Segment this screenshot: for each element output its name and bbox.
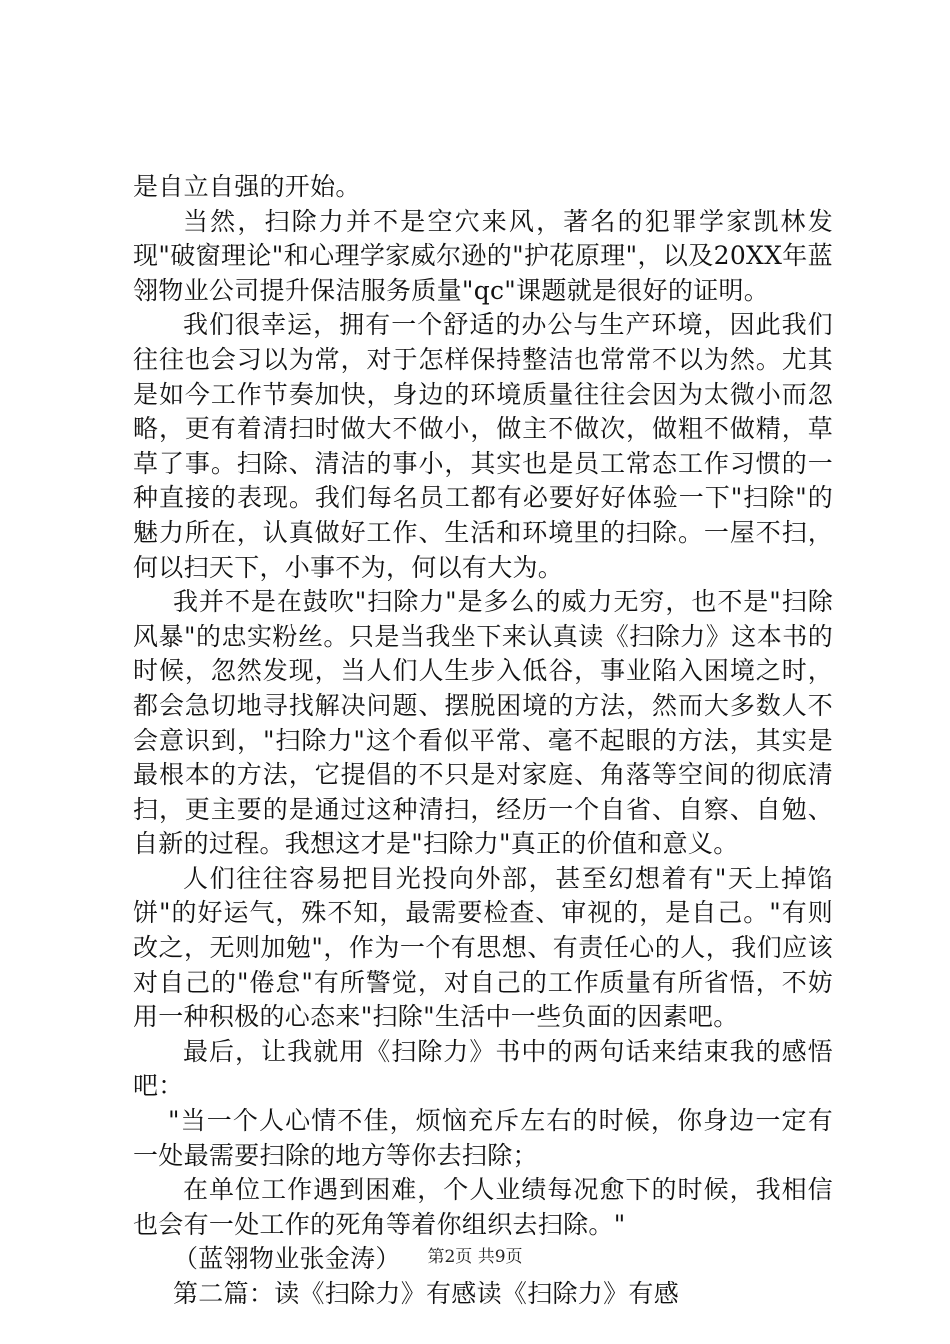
section-heading-part-two: 第二篇：读《扫除力》有感读《扫除力》有感 xyxy=(173,1279,680,1308)
paragraph-theory-evidence: 当然，扫除力并不是空穴来风，著名的犯罪学家凯林发现"破窗理论"和心理学家威尔逊的"护花原理"，以及20XX年蓝翎物业公司提升保洁服务质量"qc"课题就是很好的证明。 xyxy=(133,206,833,305)
paragraph-cleaning-power-value: 我并不是在鼓吹"扫除力"是多么的威力无穷，也不是"扫除风暴"的忠实粉丝。只是当我坐下来认真读《扫除力》这本书的时候，忽然发现，当人们人生步入低谷，事业陷入困境之时，都会急切地寻找解决问题、摆脱困境的方法，然而大多数人不会意识到，"扫除力"这个看似平常、毫不起眼的方法，其实是最根本的方法，它提倡的不只是对家庭、角落等空间的彻底清扫，更主要的是通过这种清扫，经历一个自省、自察、自勉、自新的过程。我想这才是"扫除力"真正的价值和意义。 xyxy=(133,587,833,859)
document-body xyxy=(133,170,833,1312)
paragraph-closing-intro: 最后，让我就用《扫除力》书中的两句话来结束我的感悟吧： xyxy=(133,1036,833,1101)
paragraph-continuation: 是自立自强的开始。 xyxy=(133,172,361,201)
paragraph-quote-second: 在单位工作遇到困难，个人业绩每况愈下的时候，我相信也会有一处工作的死角等着你组织去扫除。" xyxy=(133,1175,833,1239)
paragraph-work-environment: 我们很幸运，拥有一个舒适的办公与生产环境，因此我们往往也会习以为常，对于怎样保持整洁也常常不以为然。尤其是如今工作节奏加快，身边的环境质量往往会因为太微小而忽略，更有着清扫时做大不做小，做主不做次，做粗不做精，草草了事。扫除、清洁的事小，其实也是员工常态工作习惯的一种直接的表现。我们每名员工都有必要好好体验一下"扫除"的魅力所在，认真做好工作、生活和环境里的扫除。一屋不扫，何以扫天下，小事不为，何以有大为。 xyxy=(133,310,833,582)
paragraph-quote-first: "当一个人心情不佳，烦恼充斥左右的时候，你身边一定有一处最需要扫除的地方等你去扫除； xyxy=(133,1106,833,1170)
author-signature: （蓝翎物业张金涛） xyxy=(173,1244,401,1274)
page-number-footer: 第2页 共9页 xyxy=(427,1247,523,1267)
paragraph-self-reflection: 人们往往容易把目光投向外部，甚至幻想着有"天上掉馅饼"的好运气，殊不知，最需要检查、审视的，是自己。"有则改之，无则加勉"，作为一个有思想、有责任心的人，我们应该对自己的"倦怠"有所警觉，对自己的工作质量有所省悟，不妨用一种积极的心态来"扫除"生活中一些负面的因素吧。 xyxy=(133,863,833,1032)
